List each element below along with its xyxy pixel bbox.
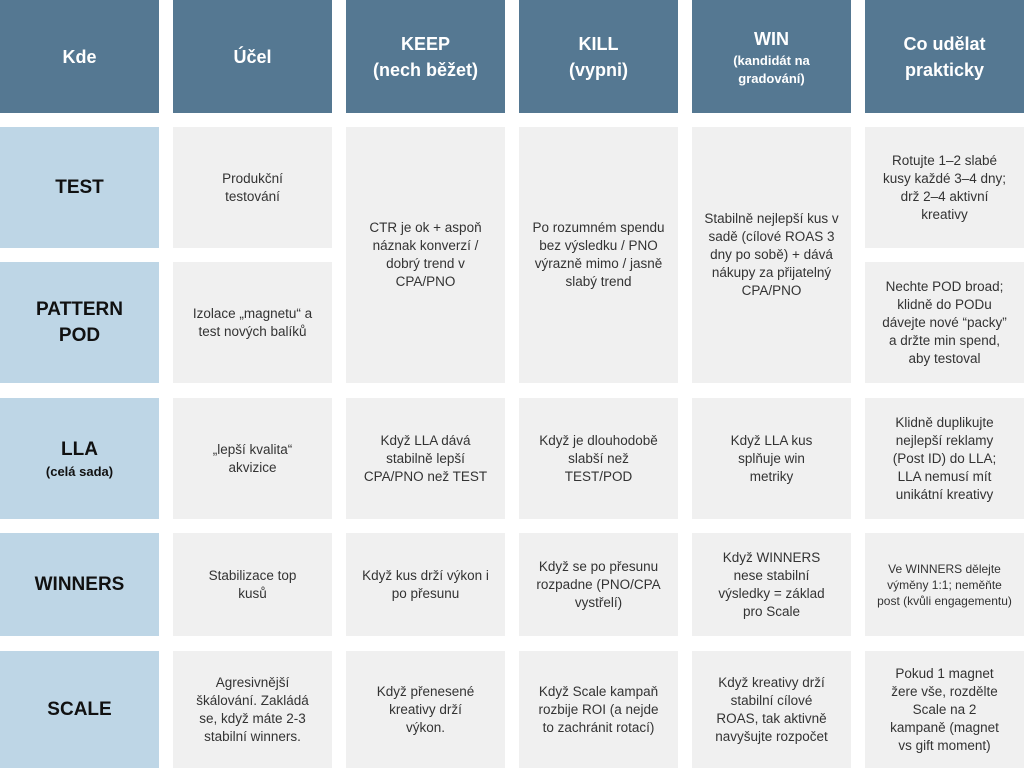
header-win bbox=[692, 0, 851, 113]
lla-ucel-text: „lepší kvalita“ akvizice bbox=[212, 441, 293, 475]
row-label-pattern-pod bbox=[0, 262, 159, 383]
lla-ucel-cell bbox=[173, 398, 332, 519]
scale-win-text: Když kreativy drží stabilní cílové ROAS, tak aktivně navyšujte rozpočet bbox=[715, 674, 828, 744]
test-pattern-win-text: Stabilně nejlepší kus v sadě (cílové ROAS 3 dny po sobě) + dává nákupy za přijatelný CPA/PNO bbox=[704, 211, 839, 298]
header-kill-title: KILL bbox=[578, 33, 619, 54]
scale-ucel-cell bbox=[173, 651, 332, 768]
scale-co-text: Pokud 1 magnet žere vše, rozdělte Scale na 2 kampaně (magnet vs gift moment) bbox=[890, 665, 999, 753]
header-kill-sub: (vypni) bbox=[568, 59, 628, 80]
scale-kill-cell bbox=[519, 651, 678, 768]
test-ucel-text: Produkční testování bbox=[222, 170, 283, 204]
winners-win-text: Když WINNERS nese stabilní výsledky = základ pro Scale bbox=[718, 549, 825, 619]
header-kde bbox=[0, 0, 159, 113]
pattern-co-cell bbox=[865, 262, 1024, 383]
test-pattern-win-cell bbox=[692, 127, 851, 383]
row-label-test bbox=[0, 127, 159, 248]
test-ucel-cell bbox=[173, 127, 332, 248]
header-win-sub: (kandidát na gradování) bbox=[733, 52, 810, 86]
test-pattern-kill-cell bbox=[519, 127, 678, 383]
header-kill bbox=[519, 0, 678, 113]
test-co-text: Rotujte 1–2 slabé kusy každé 3–4 dny; drž 2–4 aktivní kreativy bbox=[882, 152, 1007, 222]
lla-keep-cell bbox=[346, 398, 505, 519]
winners-co-cell bbox=[865, 533, 1024, 636]
scale-win-cell bbox=[692, 651, 851, 768]
header-ucel-label: Účel bbox=[233, 46, 272, 67]
winners-win-cell bbox=[692, 533, 851, 636]
scale-co-cell bbox=[865, 651, 1024, 768]
scale-keep-text: Když přenesené kreativy drží výkon. bbox=[376, 683, 475, 735]
lla-win-cell bbox=[692, 398, 851, 519]
header-kde-label: Kde bbox=[62, 46, 97, 67]
test-pattern-kill-text: Po rozumném spendu bez výsledku / PNO výrazně mimo / jasně slabý trend bbox=[532, 220, 665, 289]
row-label-lla-sub: (celá sada) bbox=[45, 463, 114, 479]
row-label-pattern-pod-text: PATTERN POD bbox=[36, 298, 123, 346]
row-label-lla bbox=[0, 398, 159, 519]
header-win-title: WIN bbox=[754, 28, 789, 49]
winners-ucel-text: Stabilizace top kusů bbox=[208, 567, 297, 601]
test-pattern-keep-text: CTR je ok + aspoň náznak konverzí / dobrý trend v CPA/PNO bbox=[369, 220, 482, 289]
lla-kill-text: Když je dlouhodobě slabší než TEST/POD bbox=[539, 432, 658, 484]
header-co-udelat bbox=[865, 0, 1024, 113]
pattern-ucel-cell bbox=[173, 262, 332, 383]
lla-win-text: Když LLA kus splňuje win metriky bbox=[730, 432, 813, 484]
lla-co-text: Klidně duplikujte nejlepší reklamy (Post ID) do LLA; LLA nemusí mít unikátní kreativy bbox=[892, 414, 997, 502]
pattern-co-text: Nechte POD broad; klidně do PODu dávejte nové “packy” a držte min spend, aby testoval bbox=[882, 278, 1007, 366]
winners-keep-cell bbox=[346, 533, 505, 636]
lla-kill-cell bbox=[519, 398, 678, 519]
winners-co-text: Ve WINNERS dělejte výměny 1:1; neměňte post (kvůli engagementu) bbox=[877, 561, 1012, 608]
header-keep bbox=[346, 0, 505, 113]
row-label-scale-text: SCALE bbox=[47, 698, 112, 720]
row-label-winners bbox=[0, 533, 159, 636]
test-co-cell bbox=[865, 127, 1024, 248]
row-label-winners-text: WINNERS bbox=[34, 573, 125, 595]
winners-ucel-cell bbox=[173, 533, 332, 636]
scale-keep-cell bbox=[346, 651, 505, 768]
header-keep-title: KEEP bbox=[400, 33, 451, 54]
pattern-ucel-text: Izolace „magnetu“ a test nových balíků bbox=[192, 305, 313, 339]
header-ucel bbox=[173, 0, 332, 113]
scale-ucel-text: Agresivnější škálování. Zakládá se, když máte 2-3 stabilní winners. bbox=[196, 674, 309, 744]
row-label-scale bbox=[0, 651, 159, 768]
header-keep-sub: (nech běžet) bbox=[372, 59, 478, 80]
header-co-udelat-label: Co udělat prakticky bbox=[903, 33, 986, 80]
lla-co-cell bbox=[865, 398, 1024, 519]
row-label-test-text: TEST bbox=[55, 176, 104, 198]
winners-kill-text: Když se po přesunu rozpadne (PNO/CPA vystřelí) bbox=[536, 558, 661, 610]
scale-kill-text: Když Scale kampaň rozbije ROI (a nejde to zachránit rotací) bbox=[538, 683, 659, 735]
row-label-lla-text: LLA bbox=[61, 438, 98, 460]
winners-kill-cell bbox=[519, 533, 678, 636]
lla-keep-text: Když LLA dává stabilně lepší CPA/PNO než TEST bbox=[363, 432, 488, 484]
test-pattern-keep-cell bbox=[346, 127, 505, 383]
winners-keep-text: Když kus drží výkon i po přesunu bbox=[362, 567, 489, 601]
